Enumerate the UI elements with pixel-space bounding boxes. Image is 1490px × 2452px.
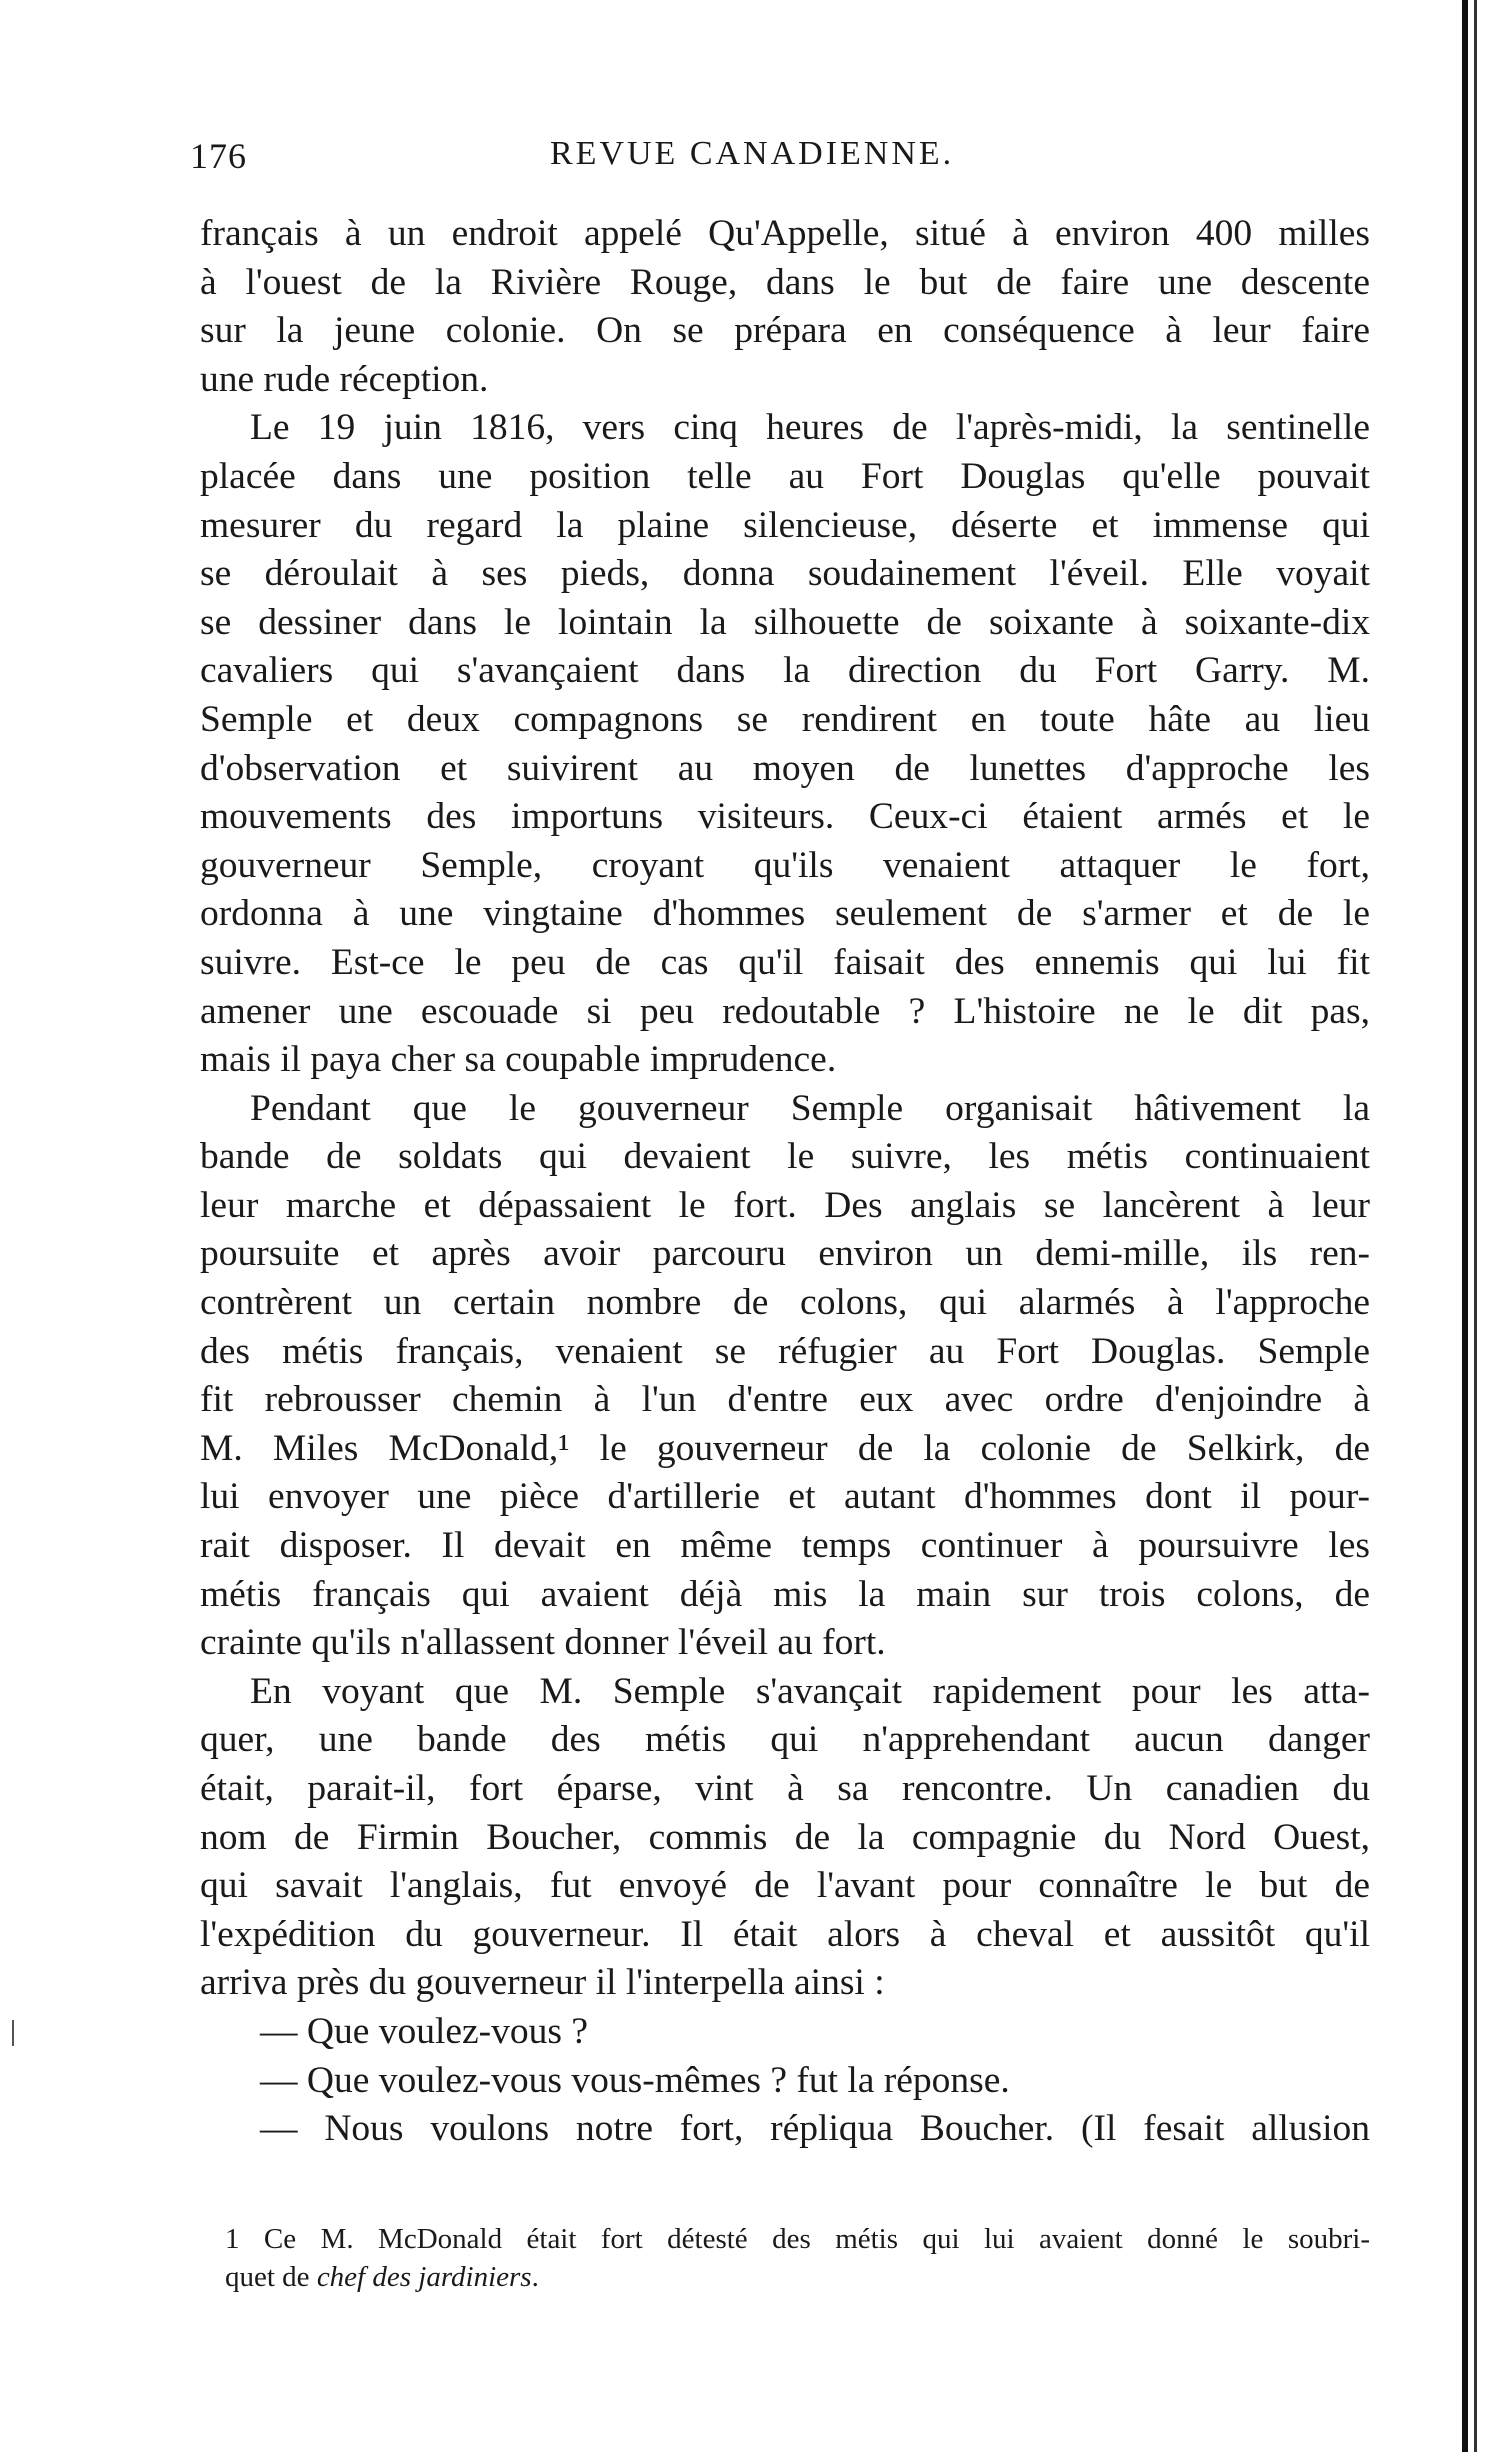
text-line: placée dans une position telle au Fort Douglas qu'elle pouvait [200,455,1370,497]
page-edge-rule [1462,0,1468,2452]
text-line: leur marche et dépassaient le fort. Des anglais se lancèrent à leur [200,1184,1370,1226]
text-line: l'expédition du gouverneur. Il était alors à cheval et aussitôt qu'il [200,1913,1370,1955]
footnote-italic-text: chef des jardiniers [316,2261,532,2293]
body-text [200,210,1370,2154]
text-line: crainte qu'ils n'allassent donner l'éveil au fort. [200,1622,886,1664]
text-line: cavaliers qui s'avançaient dans la direction du Fort Garry. M. [200,650,1370,692]
page-number: 176 [190,136,247,176]
dialogue-line: — Que voulez-vous vous-mêmes ? fut la réponse. [260,2059,1010,2101]
text-line: amener une escouade si peu redoutable ? L'histoire ne le dit pas, [200,990,1370,1032]
dialogue-line: — Nous voulons notre fort, répliqua Boucher. (Il fesait allusion [260,2108,1370,2150]
footnote-text: quet de [225,2261,317,2293]
text-line: mesurer du regard la plaine silencieuse, déserte et immense qui [200,504,1370,546]
text-line: une rude réception. [200,358,489,400]
text-line: mouvements des importuns visiteurs. Ceux-ci étaient armés et le [200,796,1370,838]
text-line: suivre. Est-ce le peu de cas qu'il faisait des ennemis qui lui fit [200,941,1370,983]
text-line: métis français qui avaient déjà mis la main sur trois colons, de [200,1573,1370,1615]
text-line: nom de Firmin Boucher, commis de la compagnie du Nord Ouest, [200,1816,1370,1858]
paragraph-start-line: Le 19 juin 1816, vers cinq heures de l'après-midi, la sentinelle [250,407,1370,449]
text-line: se déroulait à ses pieds, donna soudainement l'éveil. Elle voyait [200,553,1370,595]
text-line: gouverneur Semple, croyant qu'ils venaient attaquer le fort, [200,844,1370,886]
footnote [225,2220,1370,2296]
text-line: qui savait l'anglais, fut envoyé de l'avant pour connaître le but de [200,1865,1370,1907]
text-line: lui envoyer une pièce d'artillerie et autant d'hommes dont il pour- [200,1476,1370,1518]
text-line: mais il paya cher sa coupable imprudence. [200,1039,837,1081]
text-line: arriva près du gouverneur il l'interpella ainsi : [200,1962,885,2004]
text-line: poursuite et après avoir parcouru environ un demi-mille, ils ren- [200,1233,1370,1275]
text-line: Semple et deux compagnons se rendirent en toute hâte au lieu [200,698,1370,740]
running-title: REVUE CANADIENNE. [550,135,955,172]
text-line: fit rebrousser chemin à l'un d'entre eux avec ordre d'enjoindre à [200,1379,1370,1421]
text-line: M. Miles McDonald,¹ le gouverneur de la colonie de Selkirk, de [200,1427,1370,1469]
text-line: se dessiner dans le lointain la silhouette de soixante à soixante-dix [200,601,1370,643]
text-line: ordonna à une vingtaine d'hommes seulement de s'armer et de le [200,893,1370,935]
text-line: des métis français, venaient se réfugier au Fort Douglas. Semple [200,1330,1370,1372]
page-edge-rule-inner [1474,0,1477,2452]
text-line: rait disposer. Il devait en même temps continuer à poursuivre les [200,1525,1370,1567]
text-line: à l'ouest de la Rivière Rouge, dans le but de faire une descente [200,261,1370,303]
footnote-text: . [531,2261,539,2293]
text-line: sur la jeune colonie. On se prépara en conséquence à leur faire [200,310,1370,352]
text-line: français à un endroit appelé Qu'Appelle, situé à environ 400 milles [200,213,1370,254]
paragraph-start-line: Pendant que le gouverneur Semple organisait hâtivement la [250,1087,1370,1129]
text-line: était, parait-il, fort éparse, vint à sa rencontre. Un canadien du [200,1768,1370,1809]
paragraph-start-line: En voyant que M. Semple s'avançait rapidement pour les atta- [250,1670,1370,1712]
footnote-line: 1 Ce M. McDonald était fort détesté des métis qui lui avaient donné le soubri- [225,2223,1370,2255]
text-line: bande de soldats qui devaient le suivre, les métis continuaient [200,1136,1370,1178]
scan-mark [12,2020,14,2046]
text-line: quer, une bande des métis qui n'apprehendant aucun danger [200,1719,1370,1761]
dialogue-line: — Que voulez-vous ? [260,2010,589,2052]
page-header [190,135,1370,195]
text-line: d'observation et suivirent au moyen de lunettes d'approche les [200,747,1370,789]
footnote-line [225,2258,1370,2296]
text-line: contrèrent un certain nombre de colons, qui alarmés à l'approche [200,1282,1370,1324]
